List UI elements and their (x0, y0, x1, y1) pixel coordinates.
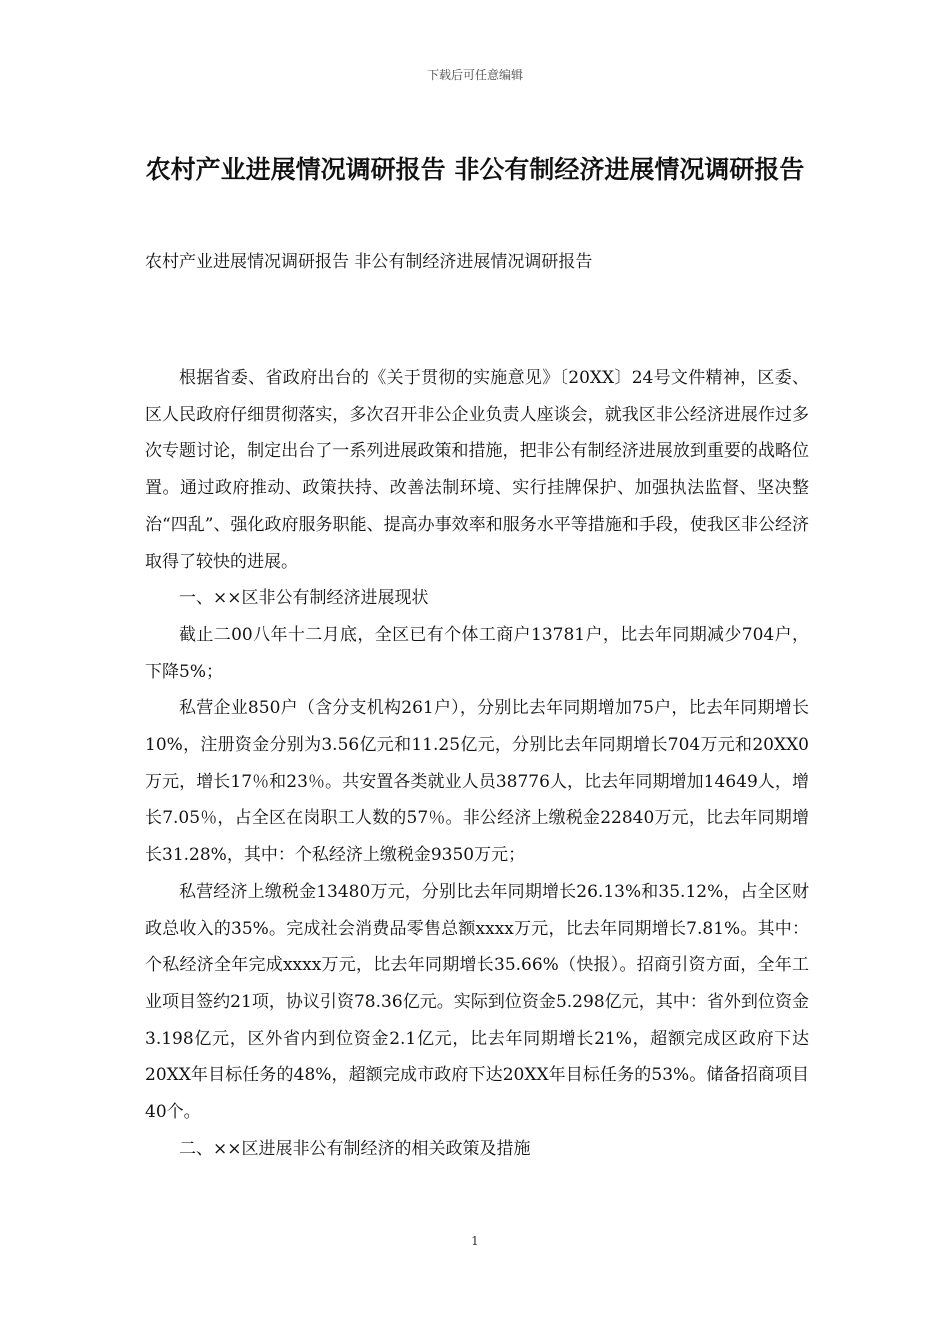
document-subtitle: 农村产业进展情况调研报告 非公有制经济进展情况调研报告 (145, 252, 593, 272)
page-number: 1 (471, 1234, 479, 1248)
section-heading-1: 一、××区非公有制经济进展现状 (179, 588, 429, 609)
paragraph-intro: 根据省委、省政府出台的《关于贯彻的实施意见》〔20XX〕24号文件精神，区委、区人民政府仔细贯彻落实，多次召开非公企业负责人座谈会，就我区非公经济进展作过多次专题讨论，制定出台了一系列进展政策和措施，把非公有制经济进展放到重要的战略位置。通过政府推动、政策扶持、改善法制环境、实行挂牌保护、加强执法监督、坚决整治“四乱”、强化政府服务职能、提高办事效率和服务水平等措施和手段，使我区非公经济取得了较快的进展。 (145, 368, 809, 572)
section-heading-2: 二、××区进展非公有制经济的相关政策及措施 (179, 1138, 531, 1159)
header-note: 下载后可任意编辑 (426, 68, 523, 82)
paragraph-tax-investment: 私营经济上缴税金13480万元，分别比去年同期增长26.13%和35.12%，占全区财政总收入的35%。完成社会消费品零售总额xxxx万元，比去年同期增长7.81%。其中：个私经济全年完成xxxx万元，比去年同期增长35.66%（快报）。招商引资方面，全年工业项目签约21项，协议引资78.36亿元。实际到位资金5.298亿元，其中：省外到位资金3.198亿元，区外省内到位资金2.1亿元，比去年同期增长21%，超额完成区政府下达20XX年目标任务的48%，超额完成市政府下达20XX年目标任务的53%。储备招商项目40个。 (145, 881, 809, 1123)
paragraph-business-count: 截止二00八年十二月底，全区已有个体工商户13781户，比去年同期减少704户，下降5%； (145, 624, 809, 682)
document-title: 农村产业进展情况调研报告 非公有制经济进展情况调研报告 (145, 155, 805, 184)
paragraph-private-enterprise: 私营企业850户（含分支机构261户），分别比去年同期增加75户，比去年同期增长10%，注册资金分别为3.56亿元和11.25亿元，分别比去年同期增长704万元和20XX0万元，增长17％和23％。共安置各类就业人员38776人，比去年同期增加14649人，增长7.05％，占全区在岗职工人数的57％。非公经济上缴税金22840万元，比去年同期增长31.28%，其中：个私经济上缴税金9350万元； (145, 698, 809, 866)
document-body (145, 360, 809, 1167)
